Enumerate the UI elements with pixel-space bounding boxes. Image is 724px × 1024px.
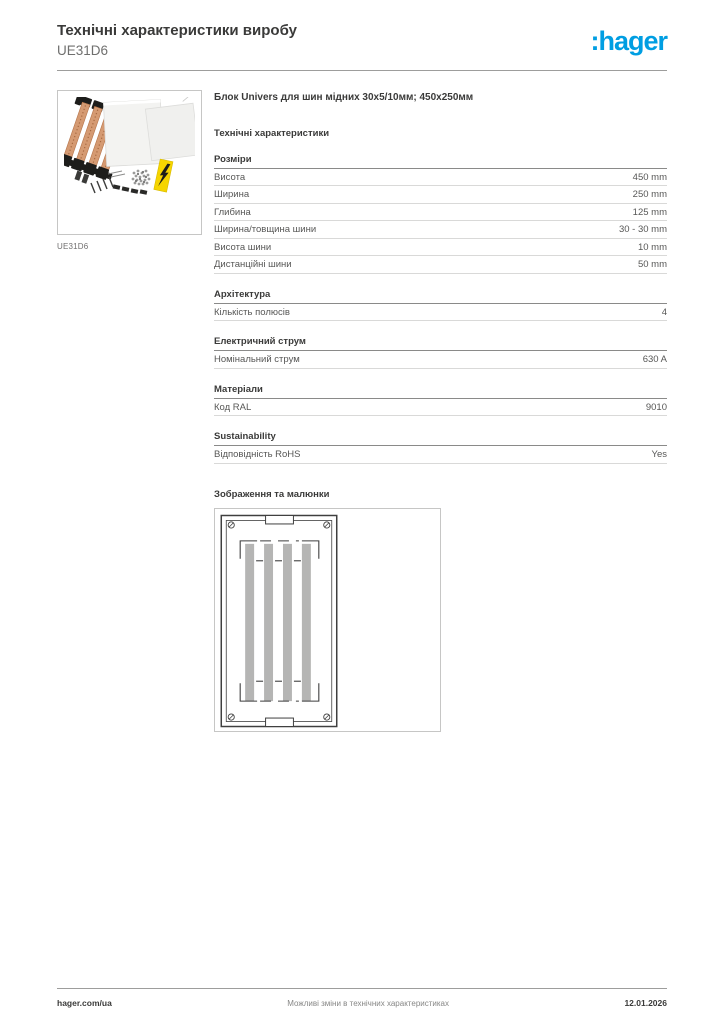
page-footer — [57, 988, 667, 1008]
spec-row — [214, 169, 667, 187]
spec-value: 250 mm — [632, 189, 667, 201]
section-title: Sustainability — [214, 431, 667, 446]
spec-label: Глибина — [214, 206, 251, 218]
product-code: UE31D6 — [57, 42, 109, 58]
spec-value: 50 mm — [637, 259, 667, 271]
specs-heading: Технічні характеристики — [214, 127, 330, 139]
spec-label: Номінальний струм — [214, 354, 300, 366]
spec-label: Висота шини — [214, 241, 272, 253]
spec-label: Ширина — [214, 189, 250, 201]
section-materials — [214, 384, 667, 417]
section-architecture — [214, 289, 667, 322]
spec-row — [214, 221, 667, 239]
spec-value: 450 mm — [632, 171, 667, 183]
section-title: Електричний струм — [214, 336, 667, 351]
spec-value: 9010 — [645, 401, 667, 413]
specs-column — [214, 90, 667, 732]
busbar-drawing-icon — [220, 514, 339, 728]
product-name: Блок Univers для шин мідних 30х5/10мм; 450х250мм — [214, 91, 474, 103]
spec-label: Висота — [214, 171, 246, 183]
header-titles — [57, 22, 297, 58]
footer-date: 12.01.2026 — [624, 998, 667, 1008]
spec-label: Кількість полюсів — [214, 306, 290, 318]
spec-label: Код RAL — [214, 401, 252, 413]
section-dimensions — [214, 154, 667, 274]
hager-logo: :hager — [590, 26, 667, 56]
section-sustainability — [214, 431, 667, 464]
photo-caption: UE31D6 — [57, 241, 89, 251]
product-photo-icon — [64, 97, 195, 228]
technical-drawing-frame — [214, 508, 441, 732]
spec-label: Ширина/товщина шини — [214, 224, 317, 236]
spec-label: Дистанційні шини — [214, 259, 292, 271]
footer-website: hager.com/ua — [57, 998, 112, 1008]
spec-row — [214, 239, 667, 257]
section-electric-current — [214, 336, 667, 369]
page-title: Технічні характеристики виробу — [57, 22, 297, 39]
spec-value: 630 A — [642, 354, 667, 366]
spec-row — [214, 446, 667, 464]
photo-column — [57, 90, 202, 732]
footer-disclaimer: Можливі зміни в технічних характеристиках — [287, 999, 449, 1008]
spec-value: 10 mm — [637, 241, 667, 253]
spec-row — [214, 351, 667, 369]
spec-row — [214, 256, 667, 274]
section-title: Архітектура — [214, 289, 667, 304]
images-heading: Зображення та малюнки — [214, 488, 330, 500]
spec-value: 125 mm — [632, 206, 667, 218]
page-header — [57, 22, 667, 58]
main-content — [57, 90, 667, 732]
spec-value: 4 — [661, 306, 667, 318]
product-photo-frame — [57, 90, 202, 235]
spec-row — [214, 399, 667, 417]
spec-label: Відповідність RoHS — [214, 449, 301, 461]
spec-row — [214, 304, 667, 322]
spec-row — [214, 186, 667, 204]
spec-row — [214, 204, 667, 222]
spec-value: 30 - 30 mm — [618, 224, 667, 236]
section-title: Розміри — [214, 154, 667, 169]
section-title: Матеріали — [214, 384, 667, 399]
spec-value: Yes — [651, 449, 667, 461]
header-divider — [57, 70, 667, 71]
